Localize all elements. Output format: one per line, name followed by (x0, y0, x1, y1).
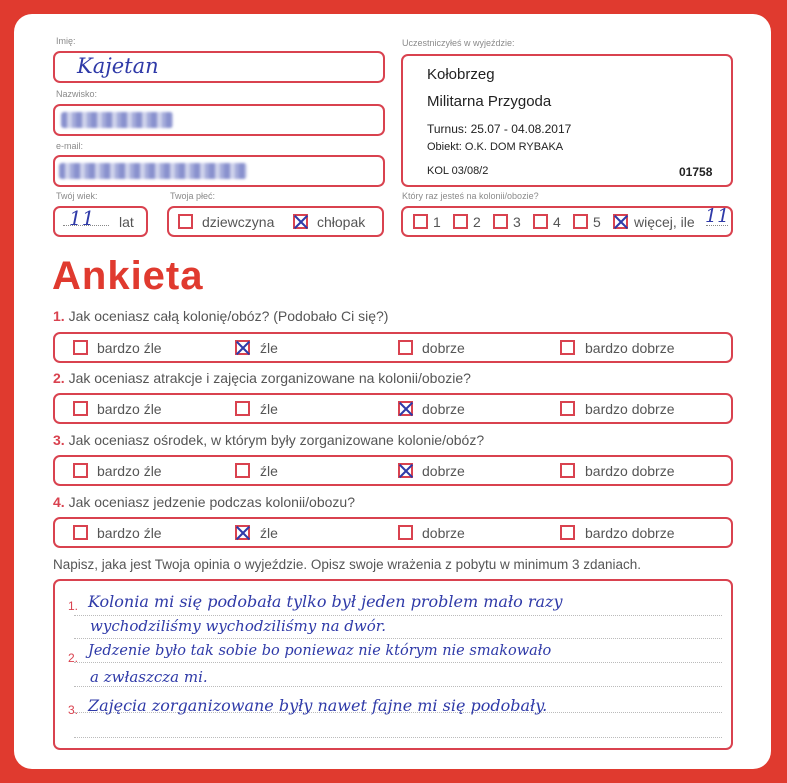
times-5-label: 5 (593, 214, 601, 230)
times-3-checkbox[interactable] (493, 214, 508, 229)
opinion-line-2: wychodziliśmy wychodziliśmy na dwór. (90, 617, 387, 635)
gender-male-checkbox[interactable] (293, 214, 308, 229)
opinion-number-3: 3. (68, 703, 79, 717)
q2-option-dobrze-label: dobrze (422, 401, 465, 417)
q3-option-zle-label: źle (260, 463, 278, 479)
q4-option-bardzo-zle-checkbox[interactable] (73, 525, 88, 540)
q4-option-bardzo-dobrze-label: bardzo dobrze (585, 525, 675, 541)
question-3-label: Jak oceniasz ośrodek, w którym były zorganizowane kolonie/obóz? (68, 432, 485, 448)
times-4-checkbox[interactable] (533, 214, 548, 229)
question-1-text (53, 308, 388, 324)
q2-option-bardzo-zle-checkbox[interactable] (73, 401, 88, 416)
times-label: Który raz jesteś na kolonii/obozie? (402, 191, 539, 201)
times-4-label: 4 (553, 214, 561, 230)
name-value: Kajetan (77, 54, 159, 78)
times-field (401, 206, 733, 237)
q3-option-dobrze-label: dobrze (422, 463, 465, 479)
survey-title: Ankieta (52, 254, 204, 298)
q2-option-zle-label: źle (260, 401, 278, 417)
times-3-label: 3 (513, 214, 521, 230)
gender-male-label: chłopak (317, 214, 366, 230)
q4-option-zle-label: źle (260, 525, 278, 541)
trip-object: Obiekt: O.K. DOM RYBAKA (427, 141, 564, 153)
q4-option-zle-checkbox[interactable] (235, 525, 250, 540)
trip-code: KOL 03/08/2 (427, 165, 489, 177)
question-4-text (53, 494, 355, 510)
q1-option-bardzo-dobrze-checkbox[interactable] (560, 340, 575, 355)
gender-female-checkbox[interactable] (178, 214, 193, 229)
opinion-dotline-3 (74, 662, 722, 663)
trip-program: Militarna Przygoda (427, 93, 552, 110)
opinion-number-1: 1. (68, 599, 79, 613)
times-1-checkbox[interactable] (413, 214, 428, 229)
q3-option-zle-checkbox[interactable] (235, 463, 250, 478)
question-4-options (53, 517, 733, 548)
surname-field[interactable] (53, 104, 385, 136)
trip-info-box (401, 54, 733, 187)
question-2-text (53, 370, 471, 386)
question-2-label: Jak oceniasz atrakcje i zajęcia zorganizowane na kolonii/obozie? (68, 370, 471, 386)
trip-number: 01758 (679, 165, 713, 179)
opinion-prompt: Napisz, jaka jest Twoja opinia o wyjeździe. Opisz swoje wrażenia z pobytu w minimum 3 zdaniach. (53, 557, 642, 572)
q2-option-bardzo-dobrze-label: bardzo dobrze (585, 401, 675, 417)
opinion-line-1: Kolonia mi się podobała tylko był jeden problem mało razy (88, 592, 563, 611)
redacted-surname (61, 112, 173, 128)
q4-option-bardzo-dobrze-checkbox[interactable] (560, 525, 575, 540)
q4-option-dobrze-label: dobrze (422, 525, 465, 541)
participant-label: Uczestniczyłeś w wyjeździe: (402, 38, 515, 48)
q4-option-dobrze-checkbox[interactable] (398, 525, 413, 540)
age-value: 11 (69, 206, 95, 230)
times-5-checkbox[interactable] (573, 214, 588, 229)
q2-option-bardzo-zle-label: bardzo źle (97, 401, 162, 417)
opinion-dotline-6 (74, 737, 722, 738)
name-field[interactable] (53, 51, 385, 83)
question-3-text (53, 432, 484, 448)
question-1-options (53, 332, 733, 363)
gender-label: Twoja płeć: (170, 191, 216, 201)
question-1-number: 1. (53, 308, 65, 324)
q1-option-bardzo-zle-checkbox[interactable] (73, 340, 88, 355)
opinion-dotline-4 (74, 686, 722, 687)
question-2-options (53, 393, 733, 424)
q3-option-bardzo-zle-checkbox[interactable] (73, 463, 88, 478)
opinion-line-4: a zwłaszcza mi. (90, 668, 208, 686)
opinion-number-2: 2. (68, 651, 79, 665)
times-1-label: 1 (433, 214, 441, 230)
question-2-number: 2. (53, 370, 65, 386)
trip-turn: Turnus: 25.07 - 04.08.2017 (427, 122, 572, 136)
q1-option-dobrze-checkbox[interactable] (398, 340, 413, 355)
question-3-options (53, 455, 733, 486)
opinion-dotline-1 (74, 615, 722, 616)
q2-option-dobrze-checkbox[interactable] (398, 401, 413, 416)
gender-female-label: dziewczyna (202, 214, 275, 230)
question-4-number: 4. (53, 494, 65, 510)
age-label: Twój wiek: (56, 191, 98, 201)
q1-option-dobrze-label: dobrze (422, 340, 465, 356)
question-3-number: 3. (53, 432, 65, 448)
opinion-line-5: Zajęcia zorganizowane były nawet fajne mi się podobały. (88, 696, 548, 715)
q3-option-bardzo-dobrze-label: bardzo dobrze (585, 463, 675, 479)
question-4-label: Jak oceniasz jedzenie podczas kolonii/obozu? (68, 494, 355, 510)
times-more-value: 11 (705, 205, 730, 227)
email-label: e-mail: (56, 141, 84, 151)
q4-option-bardzo-zle-label: bardzo źle (97, 525, 162, 541)
times-2-checkbox[interactable] (453, 214, 468, 229)
q2-option-zle-checkbox[interactable] (235, 401, 250, 416)
q2-option-bardzo-dobrze-checkbox[interactable] (560, 401, 575, 416)
q1-option-zle-checkbox[interactable] (235, 340, 250, 355)
name-label: Imię: (56, 36, 76, 46)
q3-option-bardzo-dobrze-checkbox[interactable] (560, 463, 575, 478)
q3-option-dobrze-checkbox[interactable] (398, 463, 413, 478)
surname-label: Nazwisko: (56, 89, 98, 99)
question-1-label: Jak oceniasz całą kolonię/obóz? (Podobało Ci się?) (68, 308, 389, 324)
q1-option-zle-label: źle (260, 340, 278, 356)
q3-option-bardzo-zle-label: bardzo źle (97, 463, 162, 479)
age-field[interactable] (53, 206, 148, 237)
email-field[interactable] (53, 155, 385, 187)
trip-city: Kołobrzeg (427, 66, 495, 83)
times-2-label: 2 (473, 214, 481, 230)
q1-option-bardzo-zle-label: bardzo źle (97, 340, 162, 356)
times-more-checkbox[interactable] (613, 214, 628, 229)
opinion-dotline-2 (74, 638, 722, 639)
q1-option-bardzo-dobrze-label: bardzo dobrze (585, 340, 675, 356)
gender-field (167, 206, 384, 237)
times-more-label: więcej, ile (634, 214, 695, 230)
age-unit: lat (119, 214, 134, 230)
redacted-email (59, 163, 247, 179)
opinion-line-3: Jedzenie było tak sobie bo poniewaz nie którym nie smakowało (88, 643, 552, 659)
